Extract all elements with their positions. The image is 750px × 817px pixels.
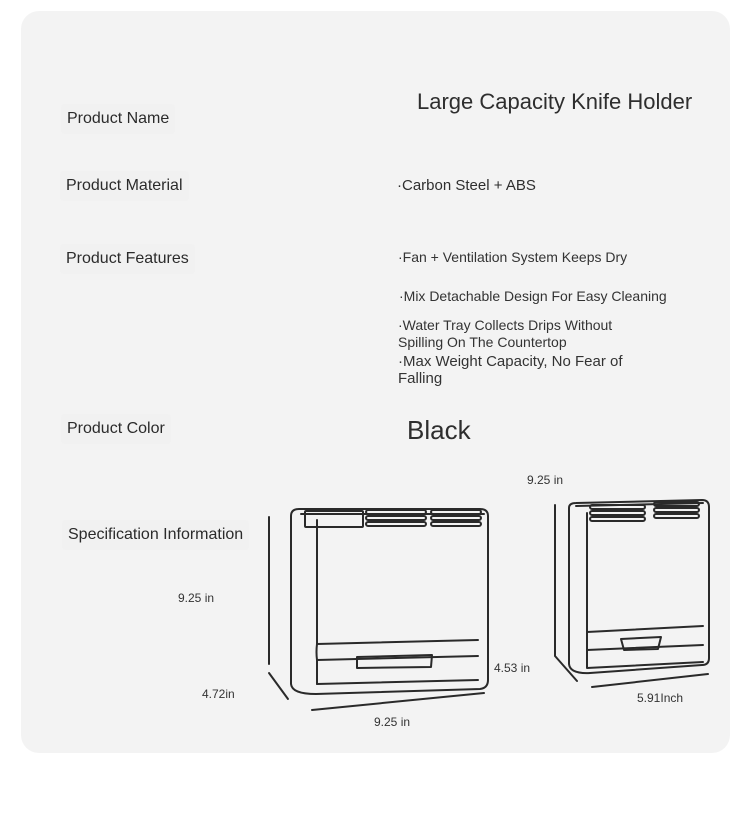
feature-item: ·Max Weight Capacity, No Fear of Falling xyxy=(398,353,623,387)
product-name-value: Large Capacity Knife Holder xyxy=(417,89,693,114)
side-view-knife-holder xyxy=(569,500,709,673)
product-color-value: Black xyxy=(407,415,471,445)
product-material-label: Product Material xyxy=(60,171,189,201)
feature-item: ·Fan + Ventilation System Keeps Dry xyxy=(398,249,628,265)
dim-line-side-width xyxy=(592,674,708,687)
feature-item: ·Mix Detachable Design For Easy Cleaning xyxy=(399,288,667,304)
product-material-value: ·Carbon Steel + ABS xyxy=(397,177,536,194)
front-depth-label: 4.72in xyxy=(202,687,235,701)
product-features-label: Product Features xyxy=(60,244,195,274)
side-width-label: 5.91Inch xyxy=(637,691,684,705)
dim-line-front-depth xyxy=(269,673,288,699)
front-height-label: 9.25 in xyxy=(178,591,215,605)
front-tray-depth-label: 4.53 in xyxy=(494,661,531,675)
side-height-label: 9.25 in xyxy=(527,473,564,487)
specification-label: Specification Information xyxy=(62,520,249,550)
product-name-label: Product Name xyxy=(61,104,175,134)
product-color-label: Product Color xyxy=(61,414,171,444)
feature-item: ·Water Tray Collects Drips Without Spilling On The Countertop xyxy=(398,317,613,350)
dim-line-front-width xyxy=(312,693,484,710)
dim-line-side-height xyxy=(555,505,577,681)
front-width-label: 9.25 in xyxy=(374,715,411,729)
front-view-knife-holder xyxy=(291,509,488,694)
